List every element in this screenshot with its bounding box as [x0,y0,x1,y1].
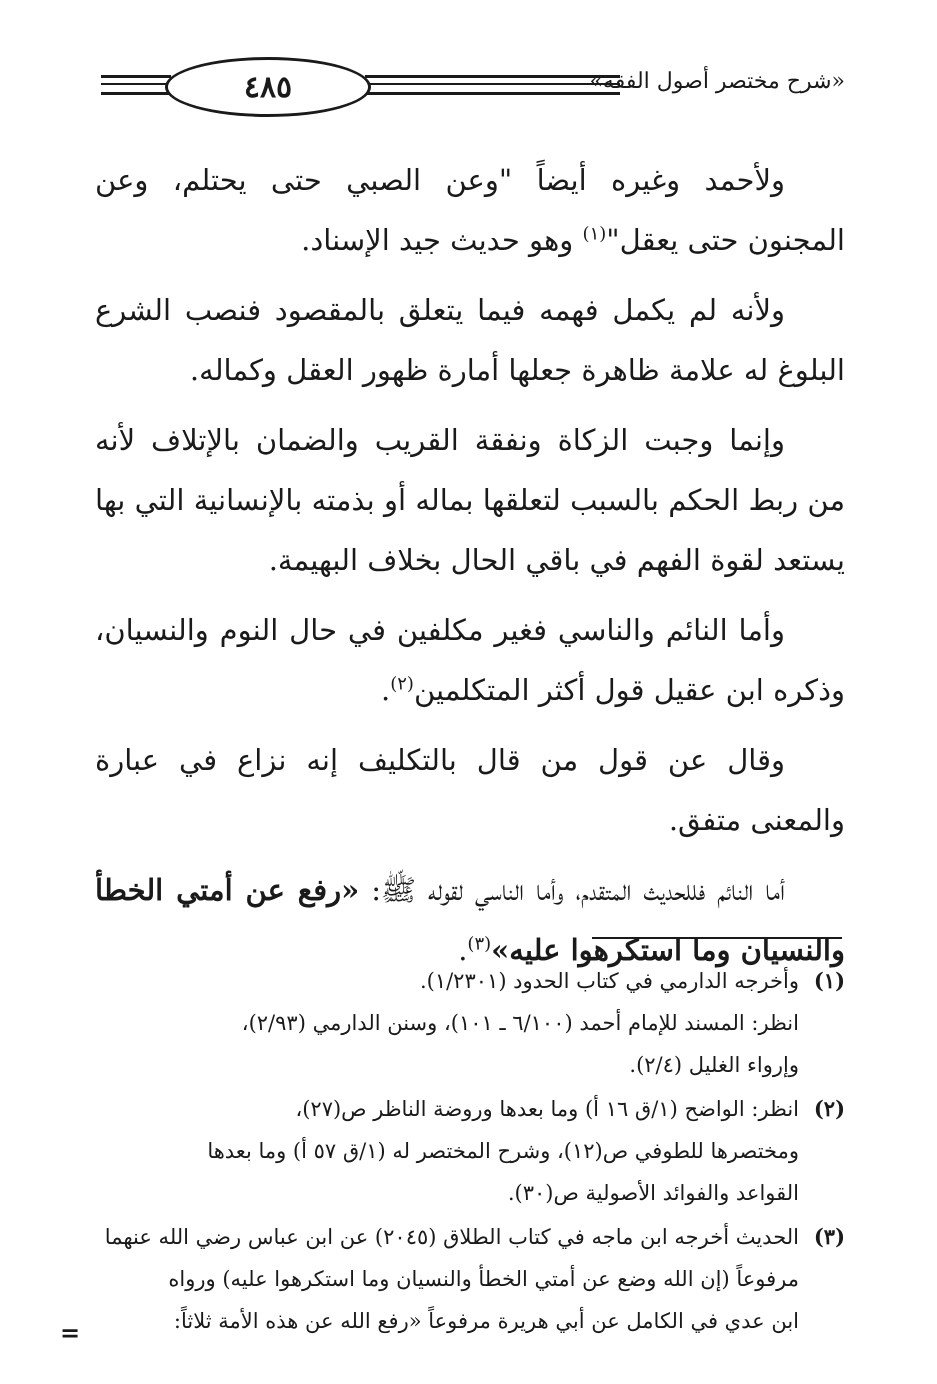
paragraph [95,410,845,590]
footnote-line: وأخرجه الدارمي في كتاب الحدود (١/٢٣٠١). [419,969,799,993]
paragraph-text: وإنما وجبت الزكاة ونفقة القريب والضمان بالإتلاف لأنه من ربط الحكم بالسبب لتعلقها بماله أو بذمته بالإنسانية التي بها يستعد لقوة الفهم في باقي الحال بخلاف البهيمة. [95,423,845,577]
footnote-entry [95,1216,845,1342]
page-number: ٤٨٥ [165,57,371,117]
footnote-line: انظر: المسند للإمام أحمد (٦/١٠٠ ـ ١٠١)، وسنن الدارمي (٢/٩٣)، [241,1011,799,1035]
paragraph-text: ولأنه لم يكمل فهمه فيما يتعلق بالمقصود فنصب الشرع البلوغ له علامة ظاهرة جعلها أمارة ظهور العقل وكماله. [95,293,845,387]
paragraph-text: وهو حديث جيد الإسناد. [301,223,583,257]
footnotes [95,960,845,1344]
paragraph-text: ولأحمد وغيره أيضاً "وعن الصبي حتى يحتلم، وعن المجنون حتى يعقل" [95,163,845,257]
footnote-entry [95,1088,845,1214]
paragraph [95,730,845,850]
footnote-separator [592,937,842,939]
footnote-body [95,960,799,1086]
paragraph-text: وأما النائم والناسي فغير مكلفين في حال النوم والنسيان، وذكره ابن عقيل قول أكثر المتكلمين [95,613,845,707]
footnote-line: مرفوعاً (إن الله وضع عن أمتي الخطأ والنسيان وما استكرهوا عليه) ورواه [168,1267,799,1291]
footnote-line: القواعد والفوائد الأصولية ص(٣٠). [507,1181,799,1205]
page-header [95,55,845,115]
footnote-line: وإرواء الغليل (٢/٤). [629,1053,799,1077]
footnote-line: ابن عدي في الكامل عن أبي هريرة مرفوعاً «رفع الله عن هذه الأمة ثلاثاً: [173,1309,799,1333]
footnote-line: الحديث أخرجه ابن ماجه في كتاب الطلاق (٢٠٤٥) عن ابن عباس رضي الله عنهما [104,1225,799,1249]
paragraph [95,150,845,270]
footnote-reference: (٣) [467,933,492,955]
paragraph-text: . [380,673,391,707]
footnote-reference: (١) [582,223,607,245]
footnote-body [95,1088,799,1214]
footnote-line: ومختصرها للطوفي ص(١٢)، وشرح المختصر له (١/ق ٥٧ أ) وما بعدها [207,1139,799,1163]
hadith-quote: «رفع عن أمتي الخطأ والنسيان وما استكرهوا عليه» [95,873,845,967]
footnote-marker: (٢) [813,1096,845,1121]
paragraph-text: أما النائم فللحديث المتقدم، وأما الناسي لقوله ﷺ: [359,873,785,907]
continuation-mark: = [60,1318,81,1347]
footnote-marker: (١) [813,968,845,993]
book-title: «شرح مختصر أصول الفقه» [589,69,845,94]
footnote-body [95,1216,799,1342]
paragraph [95,600,845,720]
paragraph-text: . [458,933,468,967]
header-rule-left [101,75,171,95]
paragraph [95,280,845,400]
main-text [95,150,845,990]
paragraph-text: وقال عن قول من قال بالتكليف إنه نزاع في عبارة والمعنى متفق. [95,743,845,837]
header-rule-right [365,75,620,95]
footnote-line: انظر: الواضح (١/ق ١٦ أ) وما بعدها وروضة الناظر ص(٢٧)، [295,1097,799,1121]
footnote-entry [95,960,845,1086]
footnote-reference: (٢) [390,673,414,695]
footnote-marker: (٣) [813,1224,845,1249]
